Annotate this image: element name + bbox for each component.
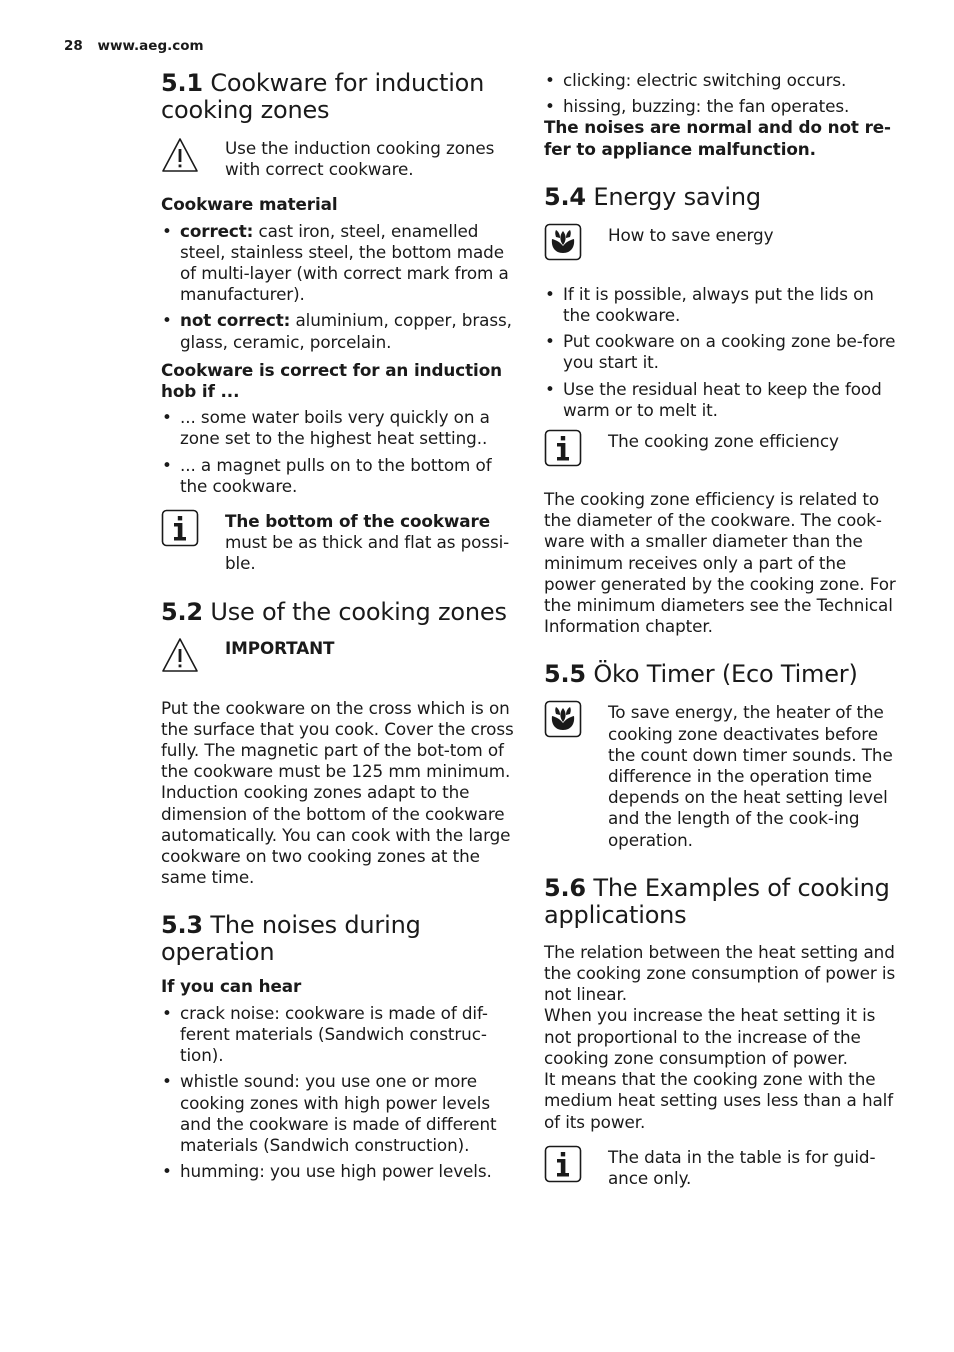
- noises-list-continued: [544, 70, 900, 117]
- list-item: • ... some water boils very quickly on a zone set to the highest heat setting..: [162, 407, 490, 449]
- list-item: • hissing, buzzing: the fan operates.: [545, 96, 850, 117]
- section-5-6-heading: 5.6 The Examples of cooking applications: [544, 873, 890, 929]
- info-note-efficiency: The cooking zone efficiency: [544, 431, 900, 471]
- info-icon: [544, 1145, 582, 1183]
- list-item: • If it is possible, always put the lids on the cookware.: [545, 283, 874, 326]
- cookware-material-list: [161, 221, 515, 353]
- section-5-3-heading: 5.3 The noises during operation: [161, 911, 421, 967]
- noises-subheading: If you can hear: [161, 976, 302, 997]
- eco-note-save-energy: How to save energy: [544, 225, 900, 265]
- cookware-test-heading: Cookware is correct for an induction hob if ...: [161, 359, 502, 402]
- info-note-cookware-bottom: The bottom of the cookware must be as thick and flat as possi-ble.: [161, 511, 515, 575]
- cookware-material-heading: Cookware material: [161, 194, 338, 215]
- examples-paragraph-3: It means that the cooking zone with the medium heat setting uses less than a half of its power.: [544, 1069, 894, 1132]
- list-item: • humming: you use high power levels.: [162, 1161, 492, 1182]
- warning-note-important: IMPORTANT: [161, 638, 515, 678]
- noises-conclusion: The noises are normal and do not re-fer to appliance malfunction.: [544, 117, 891, 159]
- eco-leaf-icon: [544, 700, 582, 738]
- list-item: • whistle sound: you use one or more cooking zones with high power levels and the cookware is made of different materials (Sandwich construction).: [162, 1071, 497, 1155]
- website-link[interactable]: www.aeg.com: [97, 38, 204, 54]
- eco-leaf-icon: [544, 223, 582, 261]
- list-item: • correct: cast iron, steel, enamelled steel, stainless steel, the bottom made of multi-layer (with correct mark from a manufacturer).: [162, 220, 509, 305]
- list-item: • Put cookware on a cooking zone be-fore you start it.: [545, 331, 896, 373]
- noises-list: [161, 1003, 515, 1183]
- section-5-5-heading: 5.5 Öko Timer (Eco Timer): [544, 660, 858, 689]
- warning-triangle-icon: [161, 136, 199, 174]
- info-icon: [161, 509, 199, 547]
- list-item: • not correct: aluminium, copper, brass, glass, ceramic, porcelain.: [162, 310, 512, 352]
- efficiency-body: The cooking zone efficiency is related to the diameter of the cookware. The cook-ware with a smaller diameter than the minimum receives only a part of the power generated by the cooking zone. For the minimum diameters see the Technical Information chapter.: [544, 489, 896, 637]
- cooking-zones-body: Put the cookware on the cross which is on the surface that you cook. Cover the cross fully. The magnetic part of the bot-tom of the cookware must be 125 mm minimum. Induction cooking zones adapt to the dimension of the bottom of the cookware automatically. You can cook with the large cookware on two cooking zones at the same time.: [161, 697, 514, 888]
- section-5-1-heading: 5.1 Cookware for induction cooking zones: [161, 69, 485, 124]
- page-header: [64, 38, 204, 54]
- info-icon: [544, 429, 582, 467]
- energy-saving-list: [544, 284, 900, 421]
- warning-note-cookware: Use the induction cooking zones with correct cookware.: [161, 138, 515, 180]
- eco-note-timer: To save energy, the heater of the cooking zone deactivates before the count down timer sounds. The difference in the operation time depends on the heat setting level and the length of the cook-ing operation.: [544, 702, 900, 850]
- section-5-2-heading: 5.2 Use of the cooking zones: [161, 597, 507, 626]
- examples-paragraph-2: When you increase the heat setting it is not proportional to the increase of the cooking zone consumption of power.: [544, 1005, 876, 1068]
- left-column: [161, 70, 515, 1187]
- cookware-test-list: [161, 407, 515, 497]
- section-5-4-heading: 5.4 Energy saving: [544, 182, 761, 211]
- list-item: • crack noise: cookware is made of dif-ferent materials (Sandwich construc-tion).: [162, 1002, 488, 1066]
- info-note-table-guidance: The data in the table is for guid-ance only.: [544, 1147, 900, 1189]
- page-number: 28: [64, 38, 83, 54]
- examples-paragraph-1: The relation between the heat setting and the cooking zone consumption of power is not linear.: [544, 941, 896, 1005]
- warning-triangle-icon: [161, 636, 199, 674]
- list-item: • ... a magnet pulls on to the bottom of the cookware.: [162, 454, 492, 496]
- list-item: • clicking: electric switching occurs.: [545, 70, 847, 90]
- right-column: [544, 70, 900, 1189]
- list-item: • Use the residual heat to keep the food warm or to melt it.: [545, 378, 882, 420]
